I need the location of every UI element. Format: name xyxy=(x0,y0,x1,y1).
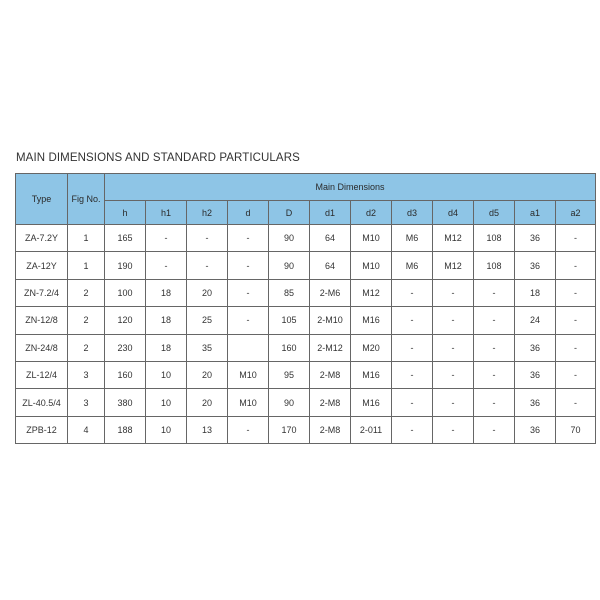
table-cell: - xyxy=(228,416,269,443)
header-col-d3: d3 xyxy=(392,201,433,225)
cell-type: ZN-7.2/4 xyxy=(16,279,68,306)
table-body xyxy=(16,225,596,444)
header-col-d5: d5 xyxy=(474,201,515,225)
table-cell: 170 xyxy=(269,416,310,443)
table-cell: - xyxy=(433,334,474,361)
table-cell: M16 xyxy=(351,389,392,416)
table-cell: - xyxy=(556,252,596,279)
table-cell: - xyxy=(228,307,269,334)
table-cell: 36 xyxy=(515,389,556,416)
header-main-dimensions: Main Dimensions xyxy=(105,174,596,201)
table-cell: 36 xyxy=(515,334,556,361)
table-cell: 108 xyxy=(474,225,515,252)
cell-type: ZA-7.2Y xyxy=(16,225,68,252)
table-cell: 36 xyxy=(515,361,556,388)
cell-fig-no: 2 xyxy=(68,279,105,306)
table-cell: - xyxy=(433,416,474,443)
table-row xyxy=(16,225,596,252)
table-cell: - xyxy=(433,279,474,306)
header-col-h2: h2 xyxy=(187,201,228,225)
header-col-d2: d2 xyxy=(351,201,392,225)
table-cell: 18 xyxy=(146,334,187,361)
cell-fig-no: 3 xyxy=(68,361,105,388)
table-cell: 64 xyxy=(310,225,351,252)
cell-fig-no: 2 xyxy=(68,334,105,361)
table-cell: M6 xyxy=(392,225,433,252)
table-cell: - xyxy=(556,307,596,334)
cell-fig-no: 1 xyxy=(68,225,105,252)
table-cell: - xyxy=(392,279,433,306)
table-cell: - xyxy=(187,225,228,252)
header-col-h1: h1 xyxy=(146,201,187,225)
table-cell: - xyxy=(146,225,187,252)
header-fig-no: Fig No. xyxy=(68,174,105,225)
cell-fig-no: 3 xyxy=(68,389,105,416)
table-row xyxy=(16,307,596,334)
table-cell: - xyxy=(392,416,433,443)
table-cell: - xyxy=(433,307,474,334)
table-cell: 10 xyxy=(146,416,187,443)
table-cell: 230 xyxy=(105,334,146,361)
table-row xyxy=(16,361,596,388)
table-cell: M20 xyxy=(351,334,392,361)
table-cell: 105 xyxy=(269,307,310,334)
table-cell: - xyxy=(556,225,596,252)
cell-type: ZPB-12 xyxy=(16,416,68,443)
table-cell: - xyxy=(474,334,515,361)
table-cell: - xyxy=(433,361,474,388)
header-col-h: h xyxy=(105,201,146,225)
table-cell: 10 xyxy=(146,361,187,388)
table-cell: 24 xyxy=(515,307,556,334)
table-cell: M10 xyxy=(228,361,269,388)
table-cell: - xyxy=(556,389,596,416)
table-cell: 120 xyxy=(105,307,146,334)
table-cell: - xyxy=(556,361,596,388)
header-col-d-upper: D xyxy=(269,201,310,225)
table-cell xyxy=(228,334,269,361)
table-cell: - xyxy=(146,252,187,279)
cell-fig-no: 4 xyxy=(68,416,105,443)
cell-type: ZN-12/8 xyxy=(16,307,68,334)
table-cell: 2-011 xyxy=(351,416,392,443)
table-cell: - xyxy=(474,416,515,443)
table-cell: 18 xyxy=(146,307,187,334)
table-cell: 20 xyxy=(187,279,228,306)
table-cell: 2-M10 xyxy=(310,307,351,334)
table-cell: - xyxy=(228,279,269,306)
table-cell: 100 xyxy=(105,279,146,306)
table-cell: 2-M8 xyxy=(310,361,351,388)
header-col-d4: d4 xyxy=(433,201,474,225)
table-cell: 25 xyxy=(187,307,228,334)
table-cell: - xyxy=(228,252,269,279)
header-col-a2: a2 xyxy=(556,201,596,225)
table-cell: 108 xyxy=(474,252,515,279)
table-cell: 160 xyxy=(269,334,310,361)
header-type: Type xyxy=(16,174,68,225)
table-cell: - xyxy=(187,252,228,279)
table-cell: 188 xyxy=(105,416,146,443)
table-cell: 36 xyxy=(515,252,556,279)
table-cell: 2-M8 xyxy=(310,416,351,443)
table-cell: M10 xyxy=(351,225,392,252)
table-cell: M12 xyxy=(433,252,474,279)
table-cell: 18 xyxy=(146,279,187,306)
table-cell: 70 xyxy=(556,416,596,443)
cell-type: ZA-12Y xyxy=(16,252,68,279)
table-row xyxy=(16,279,596,306)
table-cell: 35 xyxy=(187,334,228,361)
table-cell: - xyxy=(474,279,515,306)
table-cell: - xyxy=(433,389,474,416)
table-cell: 18 xyxy=(515,279,556,306)
table-row xyxy=(16,252,596,279)
table-cell: M16 xyxy=(351,307,392,334)
table-cell: 20 xyxy=(187,361,228,388)
table-cell: - xyxy=(392,361,433,388)
table-cell: 90 xyxy=(269,389,310,416)
table-cell: M12 xyxy=(351,279,392,306)
header-col-d1: d1 xyxy=(310,201,351,225)
table-cell: - xyxy=(392,389,433,416)
table-cell: 380 xyxy=(105,389,146,416)
table-cell: - xyxy=(392,307,433,334)
table-cell: M6 xyxy=(392,252,433,279)
table-row xyxy=(16,334,596,361)
table-cell: 2-M6 xyxy=(310,279,351,306)
cell-type: ZN-24/8 xyxy=(16,334,68,361)
table-cell: 2-M12 xyxy=(310,334,351,361)
table-header xyxy=(16,174,596,225)
table-cell: 95 xyxy=(269,361,310,388)
table-cell: 36 xyxy=(515,225,556,252)
table-cell: - xyxy=(474,389,515,416)
table-cell: M10 xyxy=(351,252,392,279)
table-cell: 85 xyxy=(269,279,310,306)
table-cell: 64 xyxy=(310,252,351,279)
cell-fig-no: 2 xyxy=(68,307,105,334)
table-cell: 20 xyxy=(187,389,228,416)
dimensions-table xyxy=(15,173,596,444)
header-col-d: d xyxy=(228,201,269,225)
table-cell: M12 xyxy=(433,225,474,252)
table-row xyxy=(16,389,596,416)
cell-type: ZL-40.5/4 xyxy=(16,389,68,416)
table-cell: 10 xyxy=(146,389,187,416)
header-col-a1: a1 xyxy=(515,201,556,225)
table-cell: M16 xyxy=(351,361,392,388)
table-cell: - xyxy=(474,307,515,334)
table-cell: 2-M8 xyxy=(310,389,351,416)
table-cell: 165 xyxy=(105,225,146,252)
table-cell: 90 xyxy=(269,252,310,279)
table-cell: - xyxy=(474,361,515,388)
table-cell: - xyxy=(556,279,596,306)
table-cell: 90 xyxy=(269,225,310,252)
table-cell: 36 xyxy=(515,416,556,443)
table-row xyxy=(16,416,596,443)
table-cell: 160 xyxy=(105,361,146,388)
cell-type: ZL-12/4 xyxy=(16,361,68,388)
table-cell: - xyxy=(392,334,433,361)
table-cell: - xyxy=(556,334,596,361)
table-title: MAIN DIMENSIONS AND STANDARD PARTICULARS xyxy=(16,152,300,164)
table-cell: 13 xyxy=(187,416,228,443)
table-cell: - xyxy=(228,225,269,252)
cell-fig-no: 1 xyxy=(68,252,105,279)
table-cell: 190 xyxy=(105,252,146,279)
table-cell: M10 xyxy=(228,389,269,416)
